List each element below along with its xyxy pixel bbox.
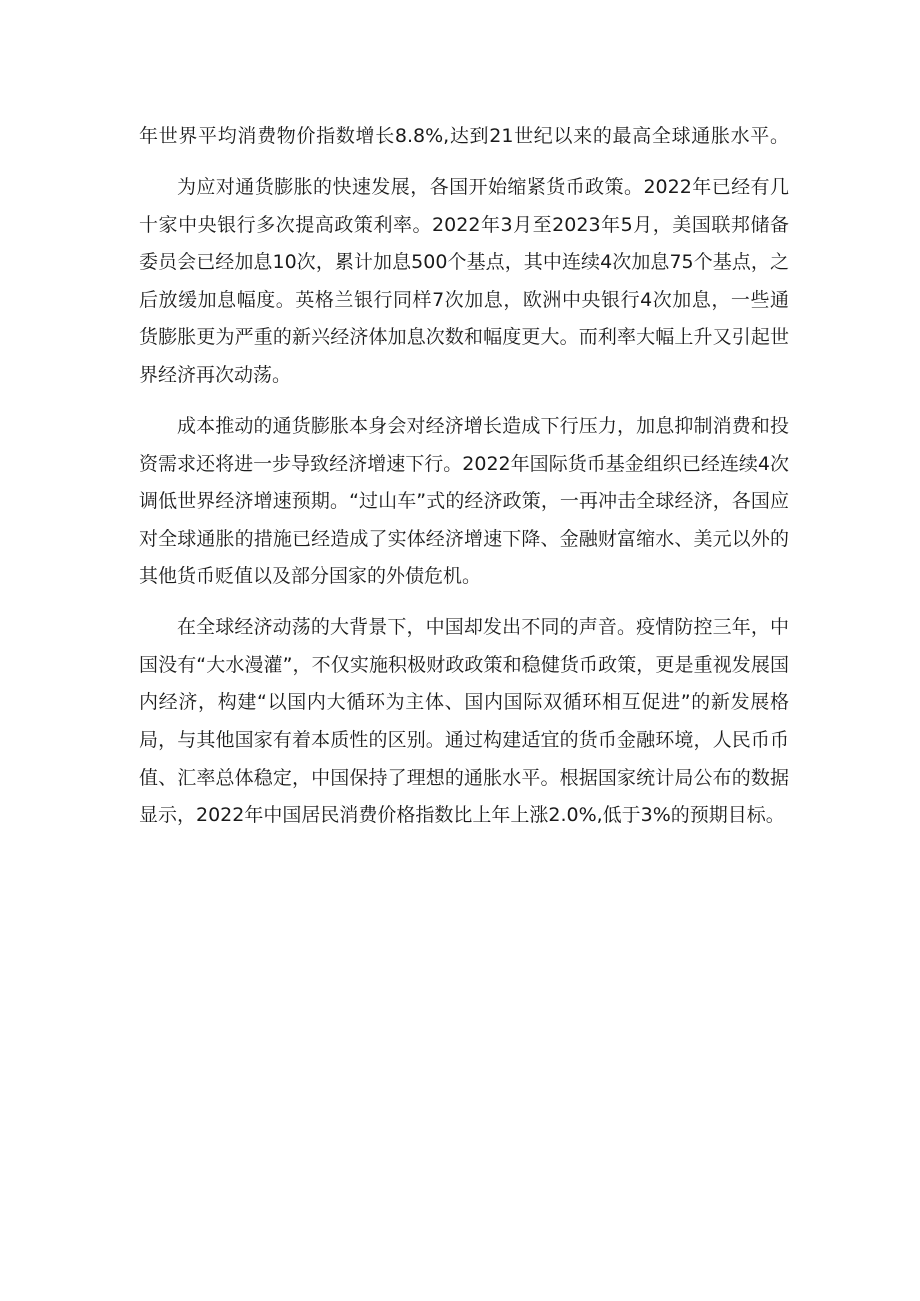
- paragraph-monetary-tightening: 为应对通货膨胀的快速发展，各国开始缩紧货币政策。2022年已经有几十家中央银行多次提高政策利率。2022年3月至2023年5月，美国联邦储备委员会已经加息10次，累计加息500个基点，其中连续4次加息75个基点，之后放缓加息幅度。英格兰银行同样7次加息，欧洲中央银行4次加息，一些通货膨胀更为严重的新兴经济体加息次数和幅度更大。而利率大幅上升又引起世界经济再次动荡。: [139, 175, 789, 386]
- paragraph-china-policy: 在全球经济动荡的大背景下，中国却发出不同的声音。疫情防控三年，中国没有“大水漫灌”，不仅实施积极财政政策和稳健货币政策，更是重视发展国内经济，构建“以国内大循环为主体、国内国际双循环相互促进”的新发展格局，与其他国家有着本质性的区别。通过构建适宜的货币金融环境，人民币币值、汇率总体稳定，中国保持了理想的通胀水平。根据国家统计局公布的数据显示，2022年中国居民消费价格指数比上年上涨2.0%,低于3%的预期目标。: [139, 616, 789, 827]
- paragraph-continuation: 年世界平均消费物价指数增长8.8%,达到21世纪以来的最高全球通胀水平。: [139, 125, 789, 147]
- document-body: [139, 118, 789, 848]
- paragraph-economic-slowdown: 成本推动的通货膨胀本身会对经济增长造成下行压力，加息抑制消费和投资需求还将进一步导致经济增速下行。2022年国际货币基金组织已经连续4次调低世界经济增速预期。“过山车”式的经济政策，一再冲击全球经济，各国应对全球通胀的措施已经造成了实体经济增速下降、金融财富缩水、美元以外的其他货币贬值以及部分国家的外债危机。: [139, 414, 789, 588]
